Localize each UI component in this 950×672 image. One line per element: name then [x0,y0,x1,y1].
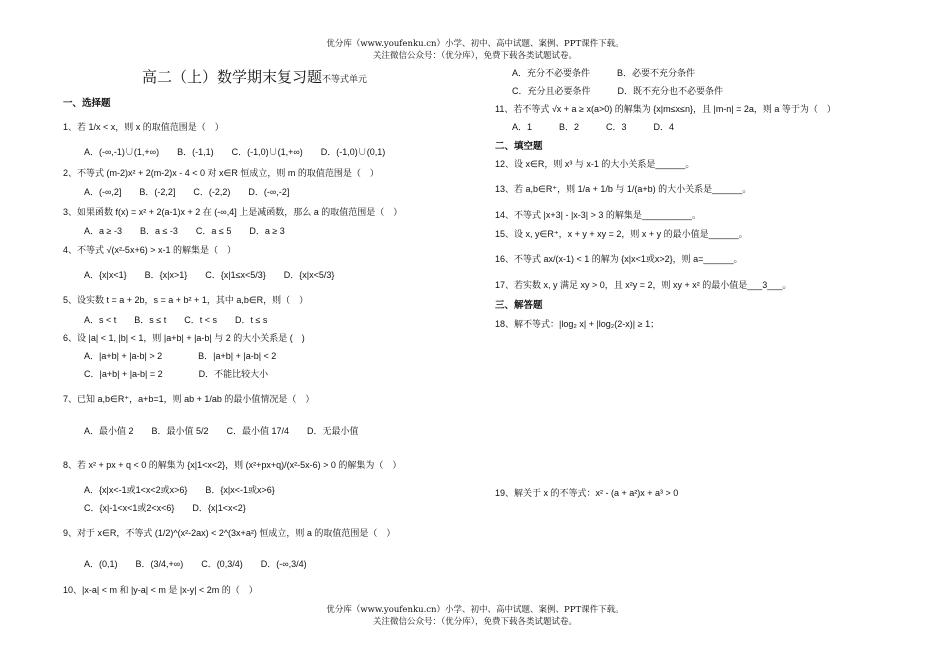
q17: 17、若实数 x, y 满足 xy > 0，且 x²y = 2，则 xy + x² 的最小值是___3___。 [495,280,792,290]
q10-stem: 10、|x-a| < m 和 |y-a| < m 是 |x-y| < 2m 的（ ） [63,585,258,595]
q7-stem: 7、已知 a,b∈R⁺，a+b=1，则 ab + 1/ab 的最小值情况是（ ） [63,394,315,404]
q8-options-cd: C．{x|-1<x<1或2<x<6} D．{x|1<x<2} [84,503,246,513]
q9-stem: 9、对于 x∈R，不等式 (1/2)^(x²-2ax) < 2^(3x+a²) 恒成立，则 a 的取值范围是（ ） [63,528,396,538]
q16: 16、不等式 ax/(x-1) < 1 的解为 {x|x<1或x>2}，则 a=______。 [495,254,743,264]
page-title [142,66,367,87]
q3-stem: 3、如果函数 f(x) = x² + 2(a-1)x + 2 在 (-∞,4] 上是减函数，那么 a 的取值范围是（ ） [63,207,403,217]
q6-options-cd: C．|a+b| + |a-b| = 2 D．不能比较大小 [84,369,269,379]
footer-line-2: 关注微信公众号：（优分库），免费下载各类试题试卷。 [372,617,577,627]
q5-options: A．s < t B．s ≤ t C．t < s D．t ≤ s [84,315,268,325]
footer-line-1: 优分库（www.youfenku.cn）小学、初中、高中试题、案例、PPT课件下载。 [326,605,624,615]
q4-stem: 4、不等式 √(x²-5x+6) > x-1 的解集是（ ） [63,245,236,255]
q8-stem: 8、若 x² + px + q < 0 的解集为 {x|1<x<2}，则 (x²+px+q)/(x²-5x-6) > 0 的解集为（ ） [63,460,402,470]
q18: 18、解不等式：|log₂ x| + |log₂(2-x)| ≥ 1； [495,319,660,329]
section-heading-solve: 三、解答题 [495,300,543,311]
q1-options: A．(-∞,-1)∪(1,+∞) B．(-1,1) C．(-1,0)∪(1,+∞) D．(-1,0)∪(0,1) [84,147,386,157]
header-line-1: 优分库（www.youfenku.cn）小学、初中、高中试题、案例、PPT课件下载。 [326,39,624,49]
q5-stem: 5、设实数 t = a + 2b，s = a + b² + 1，其中 a,b∈R，则（ ） [63,295,309,305]
q7-options: A．最小值 2 B．最小值 5/2 C．最小值 17/4 D．无最小值 [84,426,359,436]
q11-stem: 11、若不等式 √x + a ≥ x(a>0) 的解集为 {x|m≤x≤n}，且 |m-n| = 2a，则 a 等于为（ ） [495,104,836,114]
section-heading-choice: 一、选择题 [63,98,111,109]
q19: 19、解关于 x 的不等式：x² - (a + a²)x + a³ > 0 [495,488,679,498]
page-footer [0,604,950,628]
q10-options-cd: C．充分且必要条件 D．既不充分也不必要条件 [512,86,724,96]
q10-options-ab: A．充分不必要条件 B．必要不充分条件 [512,68,696,78]
q15: 15、设 x, y∈R⁺，x + y + xy = 2，则 x + y 的最小值是______。 [495,229,748,239]
header-line-2: 关注微信公众号：（优分库），免费下载各类试题试卷。 [372,51,577,61]
q3-options: A．a ≥ -3 B．a ≤ -3 C．a ≤ 5 D．a ≥ 3 [84,226,285,236]
q6-options-ab: A．|a+b| + |a-b| > 2 B．|a+b| + |a-b| < 2 [84,351,277,361]
q1-stem: 1、若 1/x < x，则 x 的取值范围是（ ） [63,122,224,132]
section-heading-fill: 二、填空题 [495,141,543,152]
page-header [0,38,950,62]
q14: 14、不等式 |x+3| - |x-3| > 3 的解集是__________。 [495,210,701,220]
q4-options: A．{x|x<1} B．{x|x>1} C．{x|1≤x<5/3} D．{x|x<5/3} [84,270,335,280]
q8-options-ab: A．{x|x<-1或1<x<2或x>6} B．{x|x<-1或x>6} [84,485,275,495]
q13: 13、若 a,b∈R⁺，则 1/a + 1/b 与 1/(a+b) 的大小关系是______。 [495,184,752,194]
q11-options: A．1 B．2 C．3 D．4 [512,122,675,132]
q2-stem: 2、不等式 (m-2)x² + 2(m-2)x - 4 < 0 对 x∈R 恒成立，则 m 的取值范围是（ ） [63,168,379,178]
title-main: 高二（上）数学期末复习题 [142,68,323,86]
q2-options: A．(-∞,2] B．(-2,2] C．(-2,2) D．(-∞,-2] [84,187,290,197]
q9-options: A．(0,1) B．(3/4,+∞) C．(0,3/4) D．(-∞,3/4) [84,559,307,569]
q6-stem: 6、设 |a| < 1, |b| < 1，则 |a+b| + |a-b| 与 2 的大小关系是 ( ) [63,333,305,343]
title-sub: 不等式单元 [322,75,368,85]
q12: 12、设 x∈R，则 x³ 与 x-1 的大小关系是______。 [495,159,695,169]
